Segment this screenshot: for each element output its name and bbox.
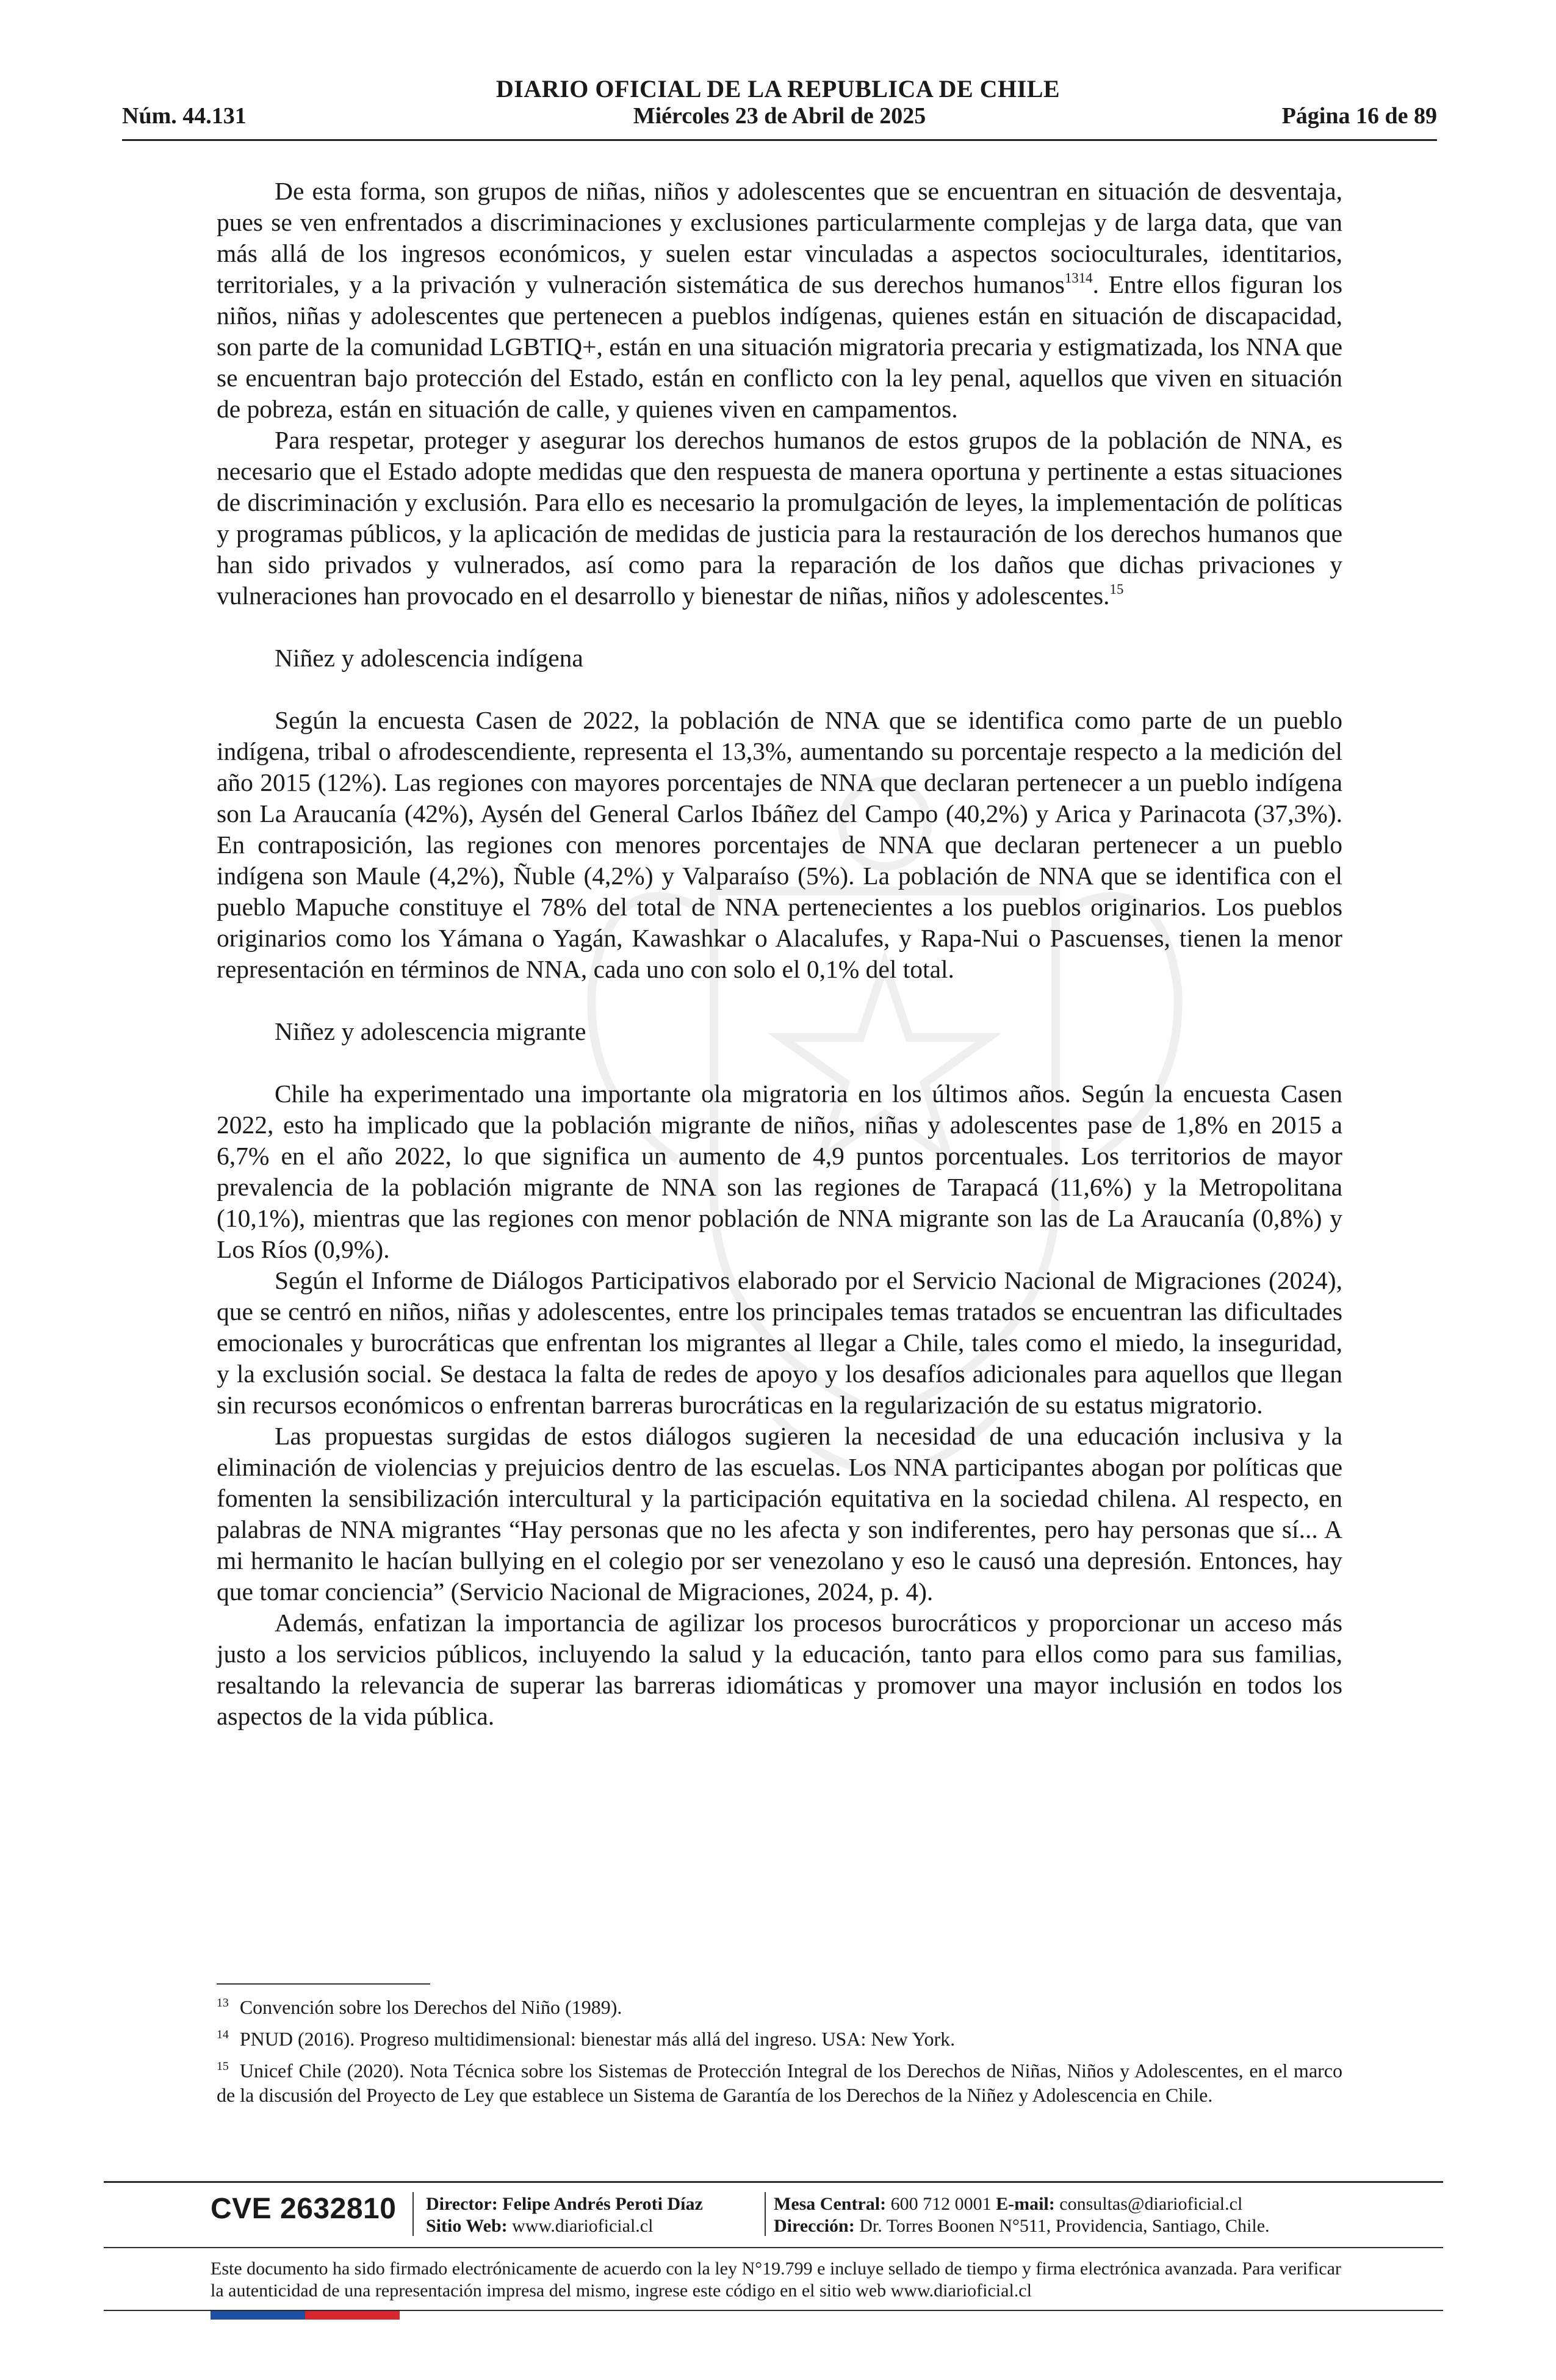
paragraph-proposals: Las propuestas surgidas de estos diálogos sugieren la necesidad de una educación inclusiva y la eliminación de violencias y prejuicios dentro de las escuelas. Los NNA participantes abogan por políticas que fomenten la sensibilización intercultural y la participación equitativa en la sociedad chilena. Al respecto, en palabras de NNA migrantes “Hay personas que no les afecta y son indiferentes, pero hay personas que sí... A mi hermanito le hacían bullying en el colegio por ser venezolano y eso le causó una depresión. Entonces, hay que tomar conciencia” (Servicio Nacional de Migraciones, 2024, p. 4). [217,1422,1342,1606]
email-link[interactable]: consultas@diarioficial.cl [1059,2194,1243,2214]
paragraph-groups-disadvantage: De esta forma, son grupos de niñas, niños y adolescentes que se encuentran en situación de desventaja, pues se ven enfrentados a discriminaciones y exclusiones particularmente complejas y de larga data, que van más allá de los ingresos económicos, y suelen estar vinculadas a aspectos socioculturales, identitarios, territoriales, y a la privación y vulneración sistemática de sus derechos humanos$^{1314}$. Entre ellos figuran los niños, niñas y adolescentes que pertenecen a pueblos indígenas, quienes están en situación de discapacidad, son parte de la comunidad LGBTIQ+, están en una situación migratoria precaria y estigmatizada, los NNA que se encuentran bajo protección del Estado, están en conflicto con la ley penal, aquellos que viven en situación de pobreza, están en situación de calle, y quienes viven en campamentos. [217,177,1342,423]
paragraph-state-measures: Para respetar, proteger y asegurar los derechos humanos de estos grupos de la población de NNA, es necesario que el Estado adopte medidas que den respuesta de manera oportuna y pertinente a estas situaciones de discriminación y exclusión. Para ello es necesario la promulgación de leyes, la implementación de políticas y programas públicos, y la aplicación de medidas de justicia para la restauración de los derechos humanos que han sido privados y vulnerados, así como para la reparación de los daños que dichas privaciones y vulneraciones han provocado en el desarrollo y bienestar de niñas, niños y adolescentes.$^{15}$ [217,426,1342,610]
footer-top-divider [104,2181,1443,2183]
page-number: Página 16 de 89 [1281,103,1437,129]
section-heading-indigenous: Niñez y adolescencia indígena [275,644,583,672]
phone-number: 600 712 0001 [890,2194,992,2214]
director-name: Felipe Andrés Peroti Díaz [502,2194,703,2214]
header-divider [122,139,1437,141]
issue-number: Núm. 44.131 [122,103,247,129]
issue-date: Miércoles 23 de Abril de 2025 [633,103,926,129]
cve-code: CVE 2632810 [211,2193,397,2225]
newspaper-title: DIARIO OFICIAL DE LA REPUBLICA DE CHILE [495,75,1061,103]
legal-notice: Este documento ha sido firmado electrónicamente de acuerdo con la ley N°19.799 e incluye sellado de tiempo y firma electrónica avanzada. Para verificar la autenticidad de una representación impresa del mismo, ingrese este código en el sitio web www.diarioficial.cl [211,2259,1341,2301]
footer-separator [412,2192,414,2236]
paragraph-participatory-dialogues: Según el Informe de Diálogos Participativos elaborado por el Servicio Nacional de Migraciones (2024), que se centró en niños, niñas y adolescentes, entre los principales temas tratados se encuentran las dificultades emocionales y burocráticas que enfrentan los migrantes al llegar a Chile, tales como el miedo, la inseguridad, y la exclusión social. Se destaca la falta de redes de apoyo y los desafíos adicionales para aquellos que llegan sin recursos económicos o enfrentan barreras burocráticas en la regularización de su estatus migratorio. [217,1266,1342,1419]
footnote-13: $^{13}$ Convención sobre los Derechos del Niño (1989). [217,1996,622,2018]
flag-stripe-red [305,2311,400,2320]
footnote-14: $^{14}$ PNUD (2016). Progreso multidimensional: bienestar más allá del ingreso. USA: New York. [217,2027,956,2050]
footnote-15: $^{15}$ Unicef Chile (2020). Nota Técnica sobre los Sistemas de Protección Integral de los Derechos de Niñas, Niños y Adolescentes, en el marco de la discusión del Proyecto de Ley que establece un Sistema de Garantía de los Derechos de la Niñez y Adolescencia en Chile. [217,2059,1342,2106]
footer-contact-block: Mesa Central: 600 712 0001 E-mail: consultas@diarioficial.cl Dirección: Dr. Torres Boonen N°511, Providencia, Santiago, Chile. [774,2194,1270,2236]
flag-stripe-blue [211,2311,305,2320]
footer-director-block: Director: Felipe Andrés Peroti Díaz Sitio Web: www.diarioficial.cl [426,2194,703,2236]
article-body [217,176,1342,1732]
footnote-ref-15: 15 [1109,581,1124,597]
footer-separator [765,2192,766,2236]
address: Dr. Torres Boonen N°511, Providencia, Santiago, Chile. [859,2216,1270,2236]
paragraph-migration-wave: Chile ha experimentado una importante ola migratoria en los últimos años. Según la encuesta Casen 2022, esto ha implicado que la población migrante de niños, niñas y adolescentes pase de 1,8% en 2015 a 6,7% en el año 2022, lo que significa un aumento de 4,9 puntos porcentuales. Los territorios de mayor prevalencia de la población migrante de NNA son las regiones de Tarapacá (11,6%) y la Metropolitana (10,1%), mientras que las regiones con menor población de NNA migrante son las de La Araucanía (0,8%) y Los Ríos (0,9%). [217,1080,1342,1263]
paragraph-bureaucracy: Además, enfatizan la importancia de agilizar los procesos burocráticos y proporcionar un acceso más justo a los servicios públicos, incluyendo la salud y la educación, tanto para ellos como para sus familias, resaltando la relevancia de superar las barreras idiomáticas y promover una mayor inclusión en todos los aspectos de la vida pública. [217,1609,1342,1730]
footer-mid-divider [104,2247,1443,2248]
footnote-ref-13-14: 1314 [1064,270,1093,286]
website-link[interactable]: www.diarioficial.cl [512,2216,654,2236]
footnote-divider [217,1983,430,1985]
paragraph-casen-indigenous: Según la encuesta Casen de 2022, la población de NNA que se identifica como parte de un pueblo indígena, tribal o afrodescendiente, representa el 13,3%, aumentando su porcentaje respecto a la medición del año 2015 (12%). Las regiones con mayores porcentajes de NNA que declaran pertenecer a un pueblo indígena son La Araucanía (42%), Aysén del General Carlos Ibáñez del Campo (40,2%) y Arica y Parinacota (37,3%). En contraposición, las regiones con menores porcentajes de NNA que declaran pertenecer a un pueblo indígena son Maule (4,2%), Ñuble (4,2%) y Valparaíso (5%). La población de NNA que se identifica con el pueblo Mapuche constituye el 78% del total de NNA pertenecientes a los pueblos originarios. Los pueblos originarios como los Yámana o Yagán, Kawashkar o Alacalufes, y Rapa-Nui o Pascuenses, tienen la menor representación en términos de NNA, cada uno con solo el 0,1% del total. [217,706,1342,983]
section-heading-migrant: Niñez y adolescencia migrante [275,1017,586,1045]
header-row [122,103,1437,135]
